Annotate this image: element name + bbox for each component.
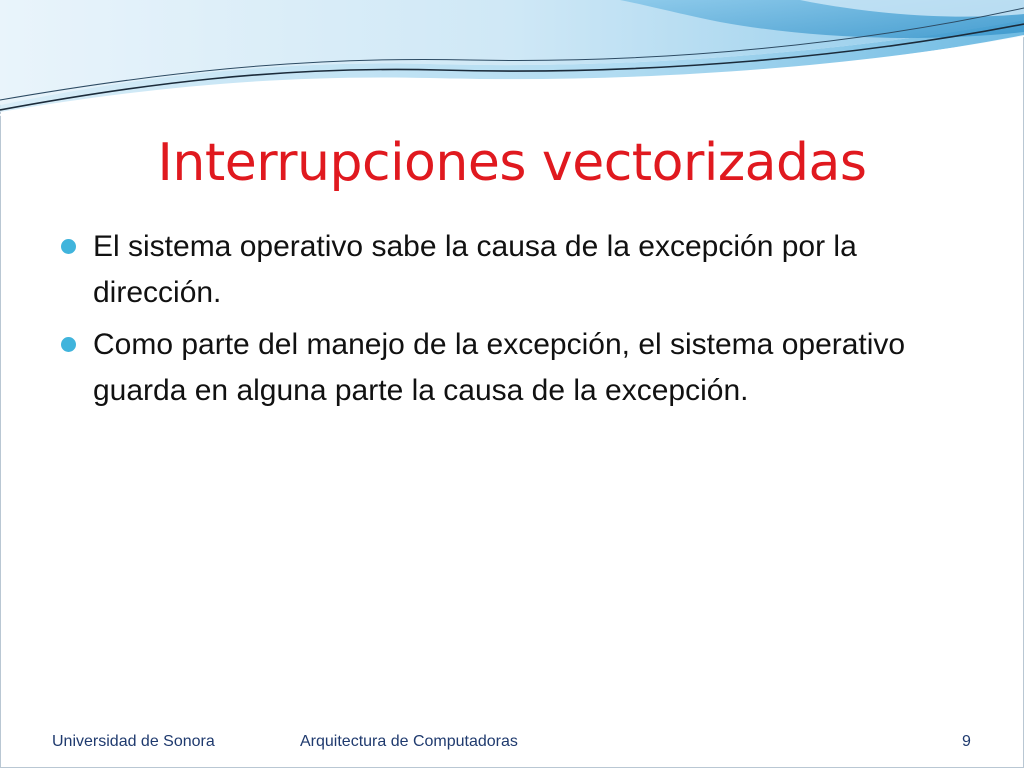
footer-institution: Universidad de Sonora <box>52 733 215 750</box>
bullet-item <box>60 224 960 316</box>
bullet-dot-icon <box>61 239 76 254</box>
bullet-dot-icon <box>61 337 76 352</box>
slide-number: 9 <box>962 733 971 750</box>
bullet-item <box>60 322 960 414</box>
bullet-list <box>60 224 960 420</box>
bullet-text: El sistema operativo sabe la causa de la excepción por la dirección. <box>93 230 857 309</box>
header-wave-decoration <box>0 0 1024 130</box>
bullet-text: Como parte del manejo de la excepción, el sistema operativo guarda en alguna parte la causa de la excepción. <box>93 328 906 407</box>
footer-course: Arquitectura de Computadoras <box>300 733 518 750</box>
slide-title: Interrupciones vectorizadas <box>157 133 867 193</box>
